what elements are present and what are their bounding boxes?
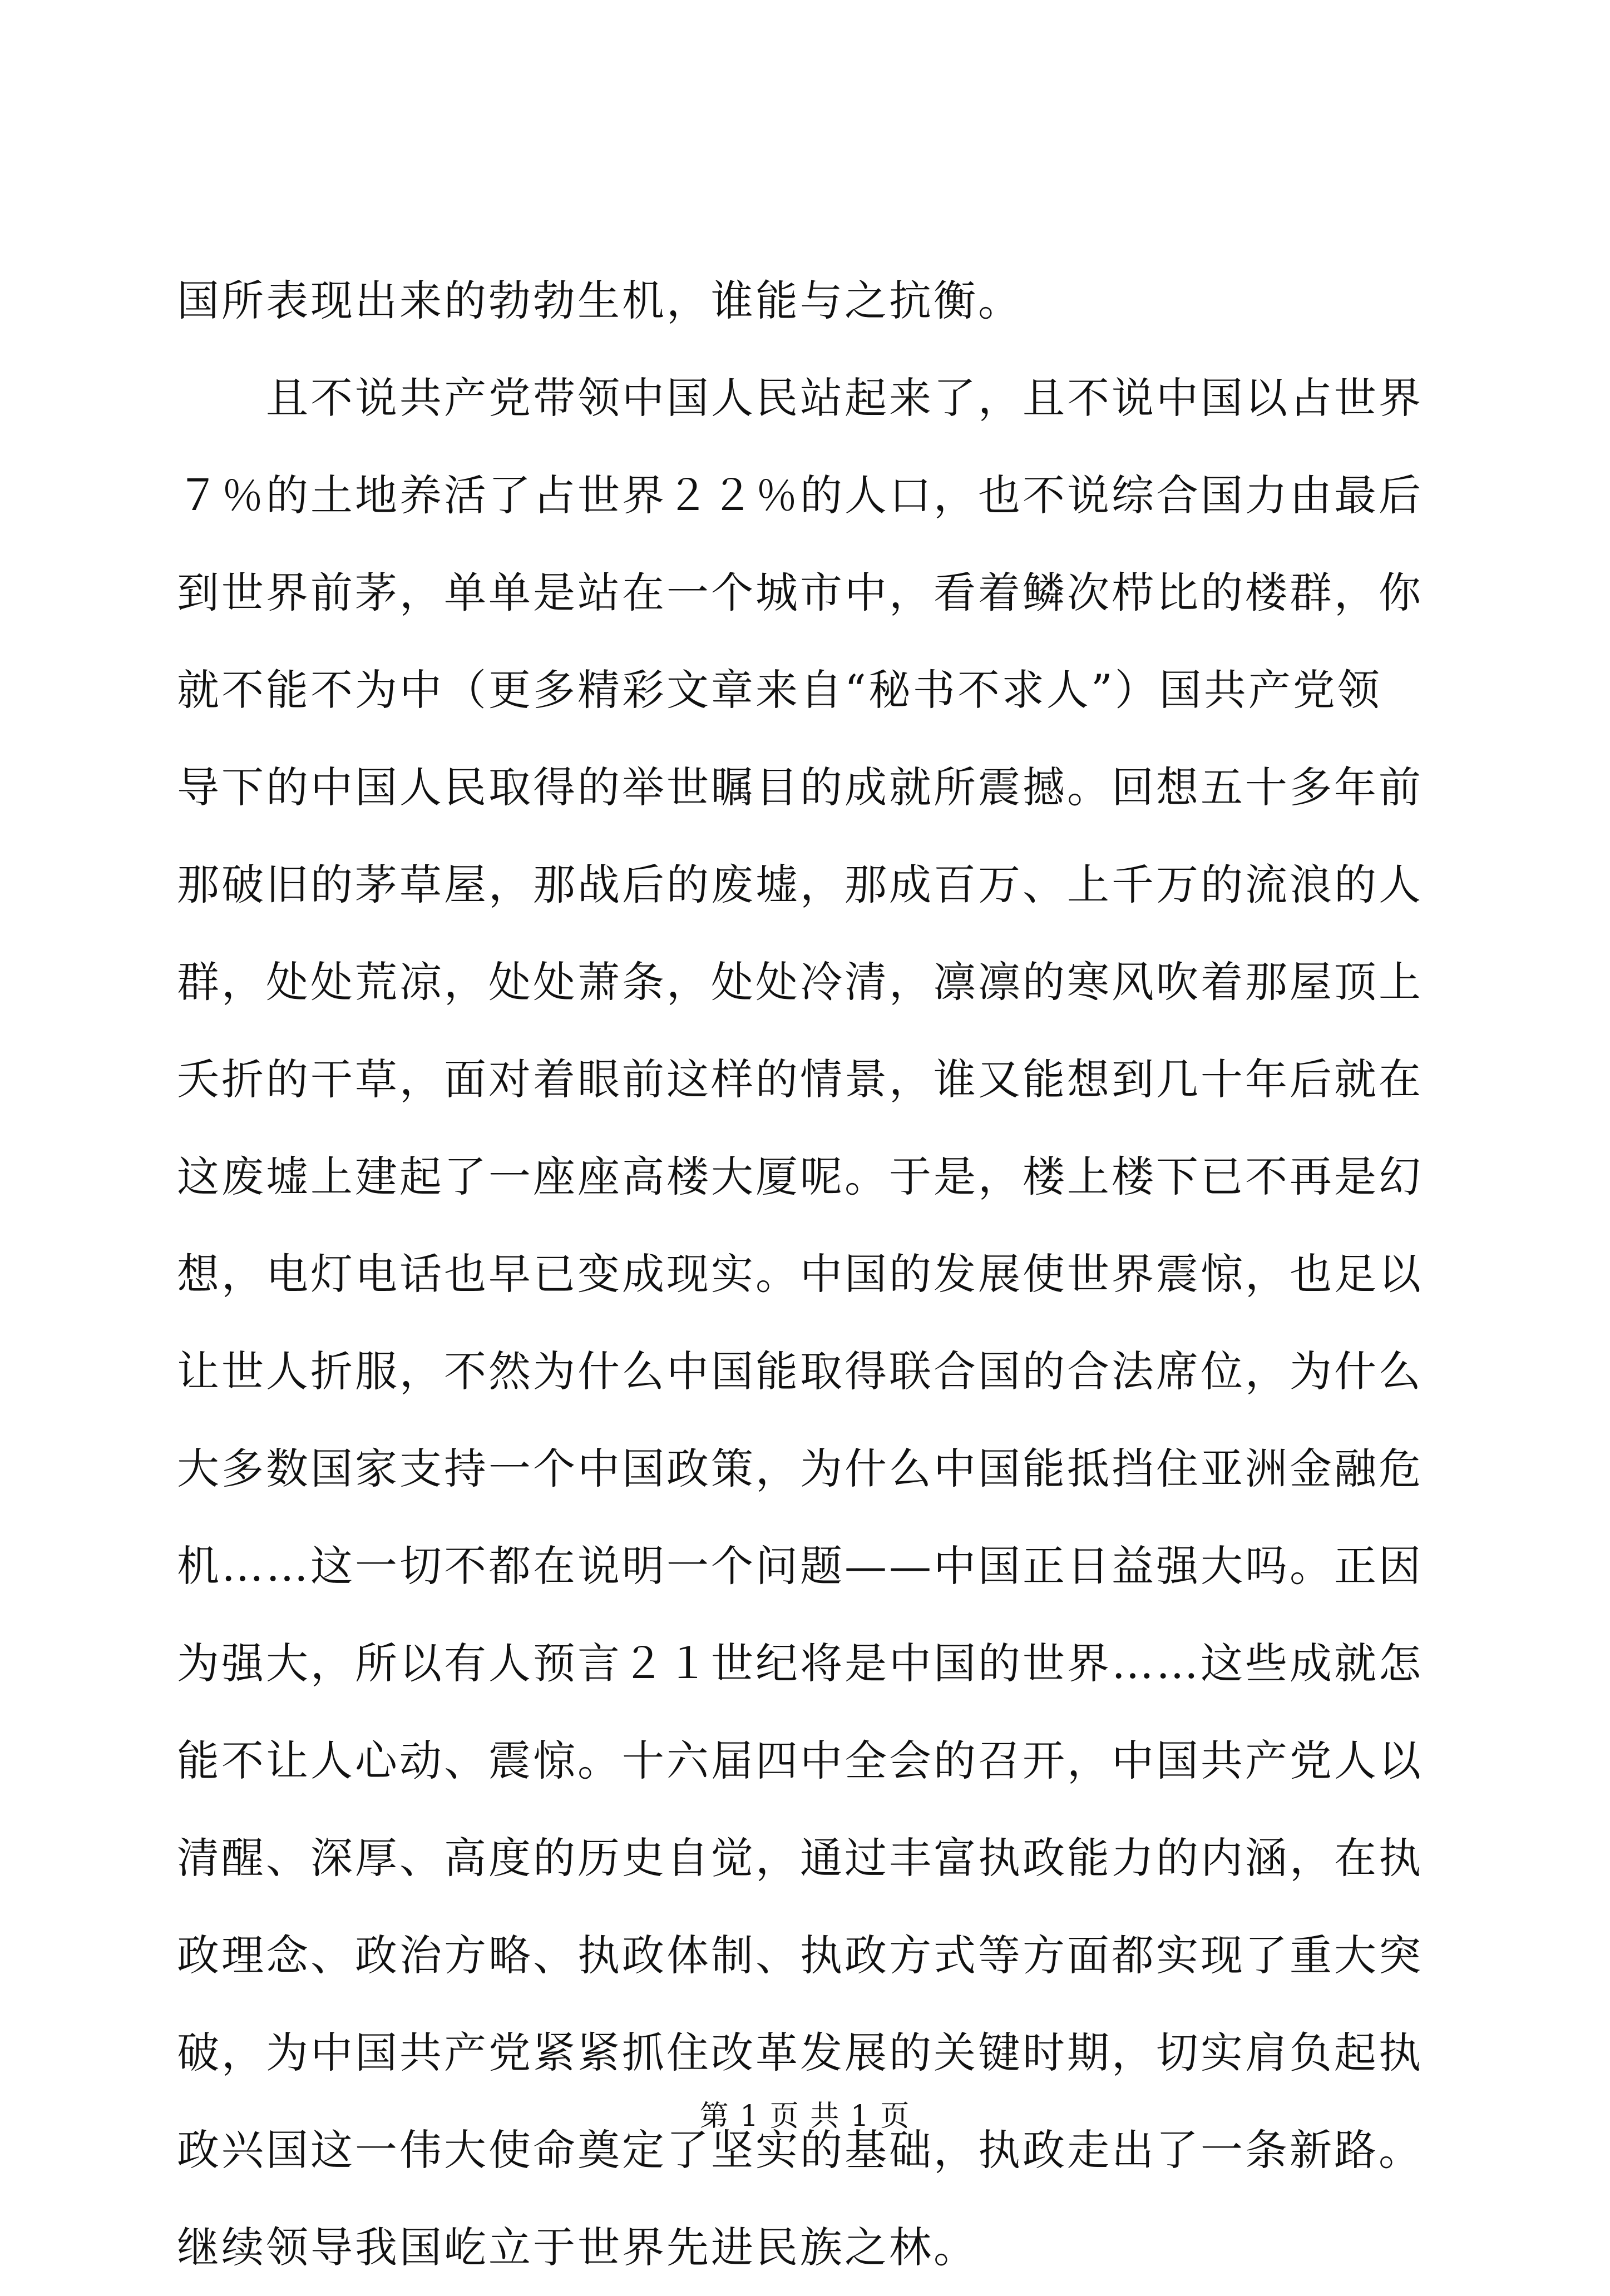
- text-line: 这废墟上建起了一座座高楼大厦呢。于是，楼上楼下已不再是幻: [177, 1152, 1423, 1201]
- text-line: 大多数国家支持一个中国政策，为什么中国能抵挡住亚洲金融危: [177, 1444, 1423, 1493]
- body-text: [177, 252, 1423, 2296]
- text-line: 继续领导我国屹立于世界先进民族之林。: [177, 2223, 978, 2272]
- text-line: 让世人折服，不然为什么中国能取得联合国的合法席位，为什么: [177, 1347, 1423, 1396]
- text-line: 夭折的干草，面对着眼前这样的情景，谁又能想到几十年后就在: [177, 1055, 1423, 1104]
- text-line: ７％的土地养活了占世界２２％的人口，也不说综合国力由最后: [177, 471, 1423, 520]
- text-line: 破，为中国共产党紧紧抓住改革发展的关键时期，切实肩负起执: [177, 2028, 1423, 2077]
- text-line: 为强大，所以有人预言２１世纪将是中国的世界……这些成就怎: [177, 1639, 1423, 1688]
- text-line: 就不能不为中（更多精彩文章来自“秘书不求人”）国共产党领: [177, 665, 1382, 715]
- text-line: 政理念、政治方略、执政体制、执政方式等方面都实现了重大突: [177, 1931, 1423, 1980]
- text-line: 清醒、深厚、高度的历史自觉，通过丰富执政能力的内涵，在执: [177, 1833, 1423, 1883]
- text-line: 机……这一切不都在说明一个问题——中国正日益强大吗。正因: [177, 1541, 1423, 1591]
- text-line: 政兴国这一伟大使命奠定了坚实的基础，执政走出了一条新路。: [177, 2125, 1423, 2175]
- text-line: 那破旧的茅草屋，那战后的废墟，那成百万、上千万的流浪的人: [177, 860, 1423, 909]
- page-number-footer: 第 1 页 共 1 页: [699, 2100, 911, 2133]
- text-line: 想，电灯电话也早已变成现实。中国的发展使世界震惊，也足以: [177, 1249, 1423, 1299]
- text-line: 能不让人心动、震惊。十六届四中全会的召开，中国共产党人以: [177, 1736, 1423, 1785]
- text-line: 且不说共产党带领中国人民站起来了，且不说中国以占世界: [177, 373, 1423, 423]
- text-line: 国所表现出来的勃勃生机，谁能与之抗衡。: [177, 276, 1023, 325]
- text-line: 导下的中国人民取得的举世瞩目的成就所震撼。回想五十多年前: [177, 763, 1423, 812]
- text-line: 群，处处荒凉，处处萧条，处处冷清，凛凛的寒风吹着那屋顶上: [177, 957, 1423, 1007]
- text-line: 到世界前茅，单单是站在一个城市中，看着鳞次栉比的楼群，你: [177, 568, 1423, 617]
